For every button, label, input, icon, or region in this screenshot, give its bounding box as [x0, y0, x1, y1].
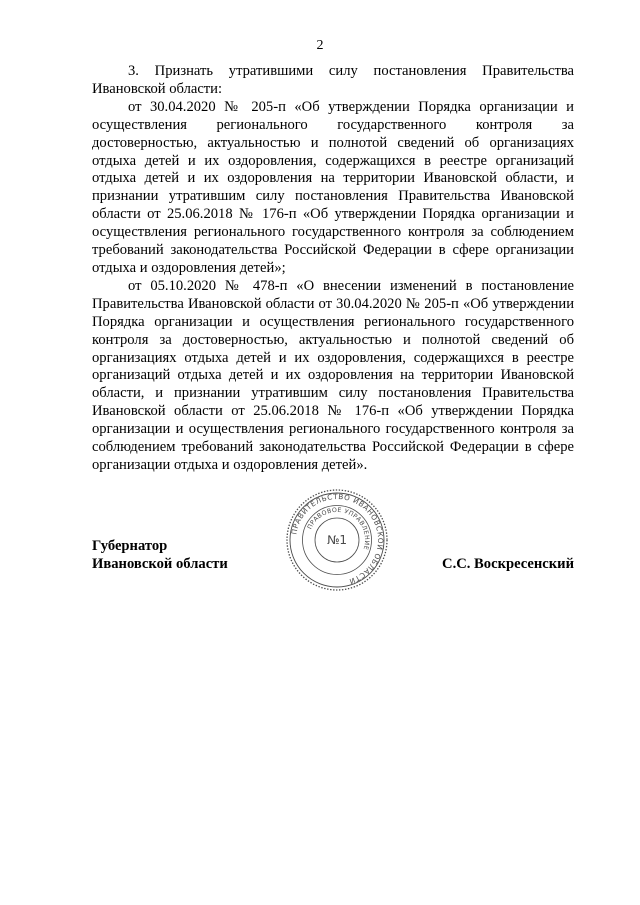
page-number: 2: [316, 38, 324, 53]
signer-position: [92, 538, 228, 574]
signer-name: С.С. Воскресенский: [442, 555, 574, 572]
paragraph-repeal-205p: от 30.04.2020 № 205-п «Об утверждении Порядка организации и осуществления регионального государственного контроля за достоверностью, актуальностью и полнотой сведений об организациях отдыха детей и их оздоровления, содержащихся в реестре организаций отдыха детей и их оздоровления на территории Ивановской области, и признании утратившим силу постановления Правительства Ивановской области от 25.06.2018 № 176-п «Об утверждении Порядка организации и осуществления регионального государственного контроля за соблюдением требований законодательства Российской Федерации в сфере организации отдыха и оздоровления детей»;: [92, 98, 574, 276]
document-body: [92, 63, 574, 475]
seal-center-number: №1: [326, 533, 348, 547]
signer-region: Ивановской области: [92, 555, 228, 572]
seal-inner-text: ПРАВОВОЕ УПРАВЛЕНИЕ: [306, 506, 371, 551]
signature-block: [92, 538, 574, 588]
paragraph-repeal-478p: от 05.10.2020 № 478-п «О внесении изменений в постановление Правительства Ивановской области от 30.04.2020 № 205-п «Об утверждении Порядка организации и осуществления регионального государственного контроля за достоверностью, актуальностью и полнотой сведений об организациях отдыха детей и их оздоровления, содержащихся в реестре организаций отдыха детей и их оздоровления на территории Ивановской области, и признании утратившим силу постановления Правительства Ивановской области от 25.06.2018 № 176-п «Об утверждении Порядка организации и осуществления регионального государственного контроля за соблюдением требований законодательства Российской Федерации в сфере организации отдыха и оздоровления детей».: [92, 277, 574, 473]
signer-title: Губернатор: [92, 538, 168, 554]
paragraph-item-3: 3. Признать утратившими силу постановления Правительства Ивановской области:: [92, 63, 574, 97]
seal-outer-text: ПРАВИТЕЛЬСТВО ИВАНОВСКОЙ ОБЛАСТИ: [289, 491, 386, 587]
